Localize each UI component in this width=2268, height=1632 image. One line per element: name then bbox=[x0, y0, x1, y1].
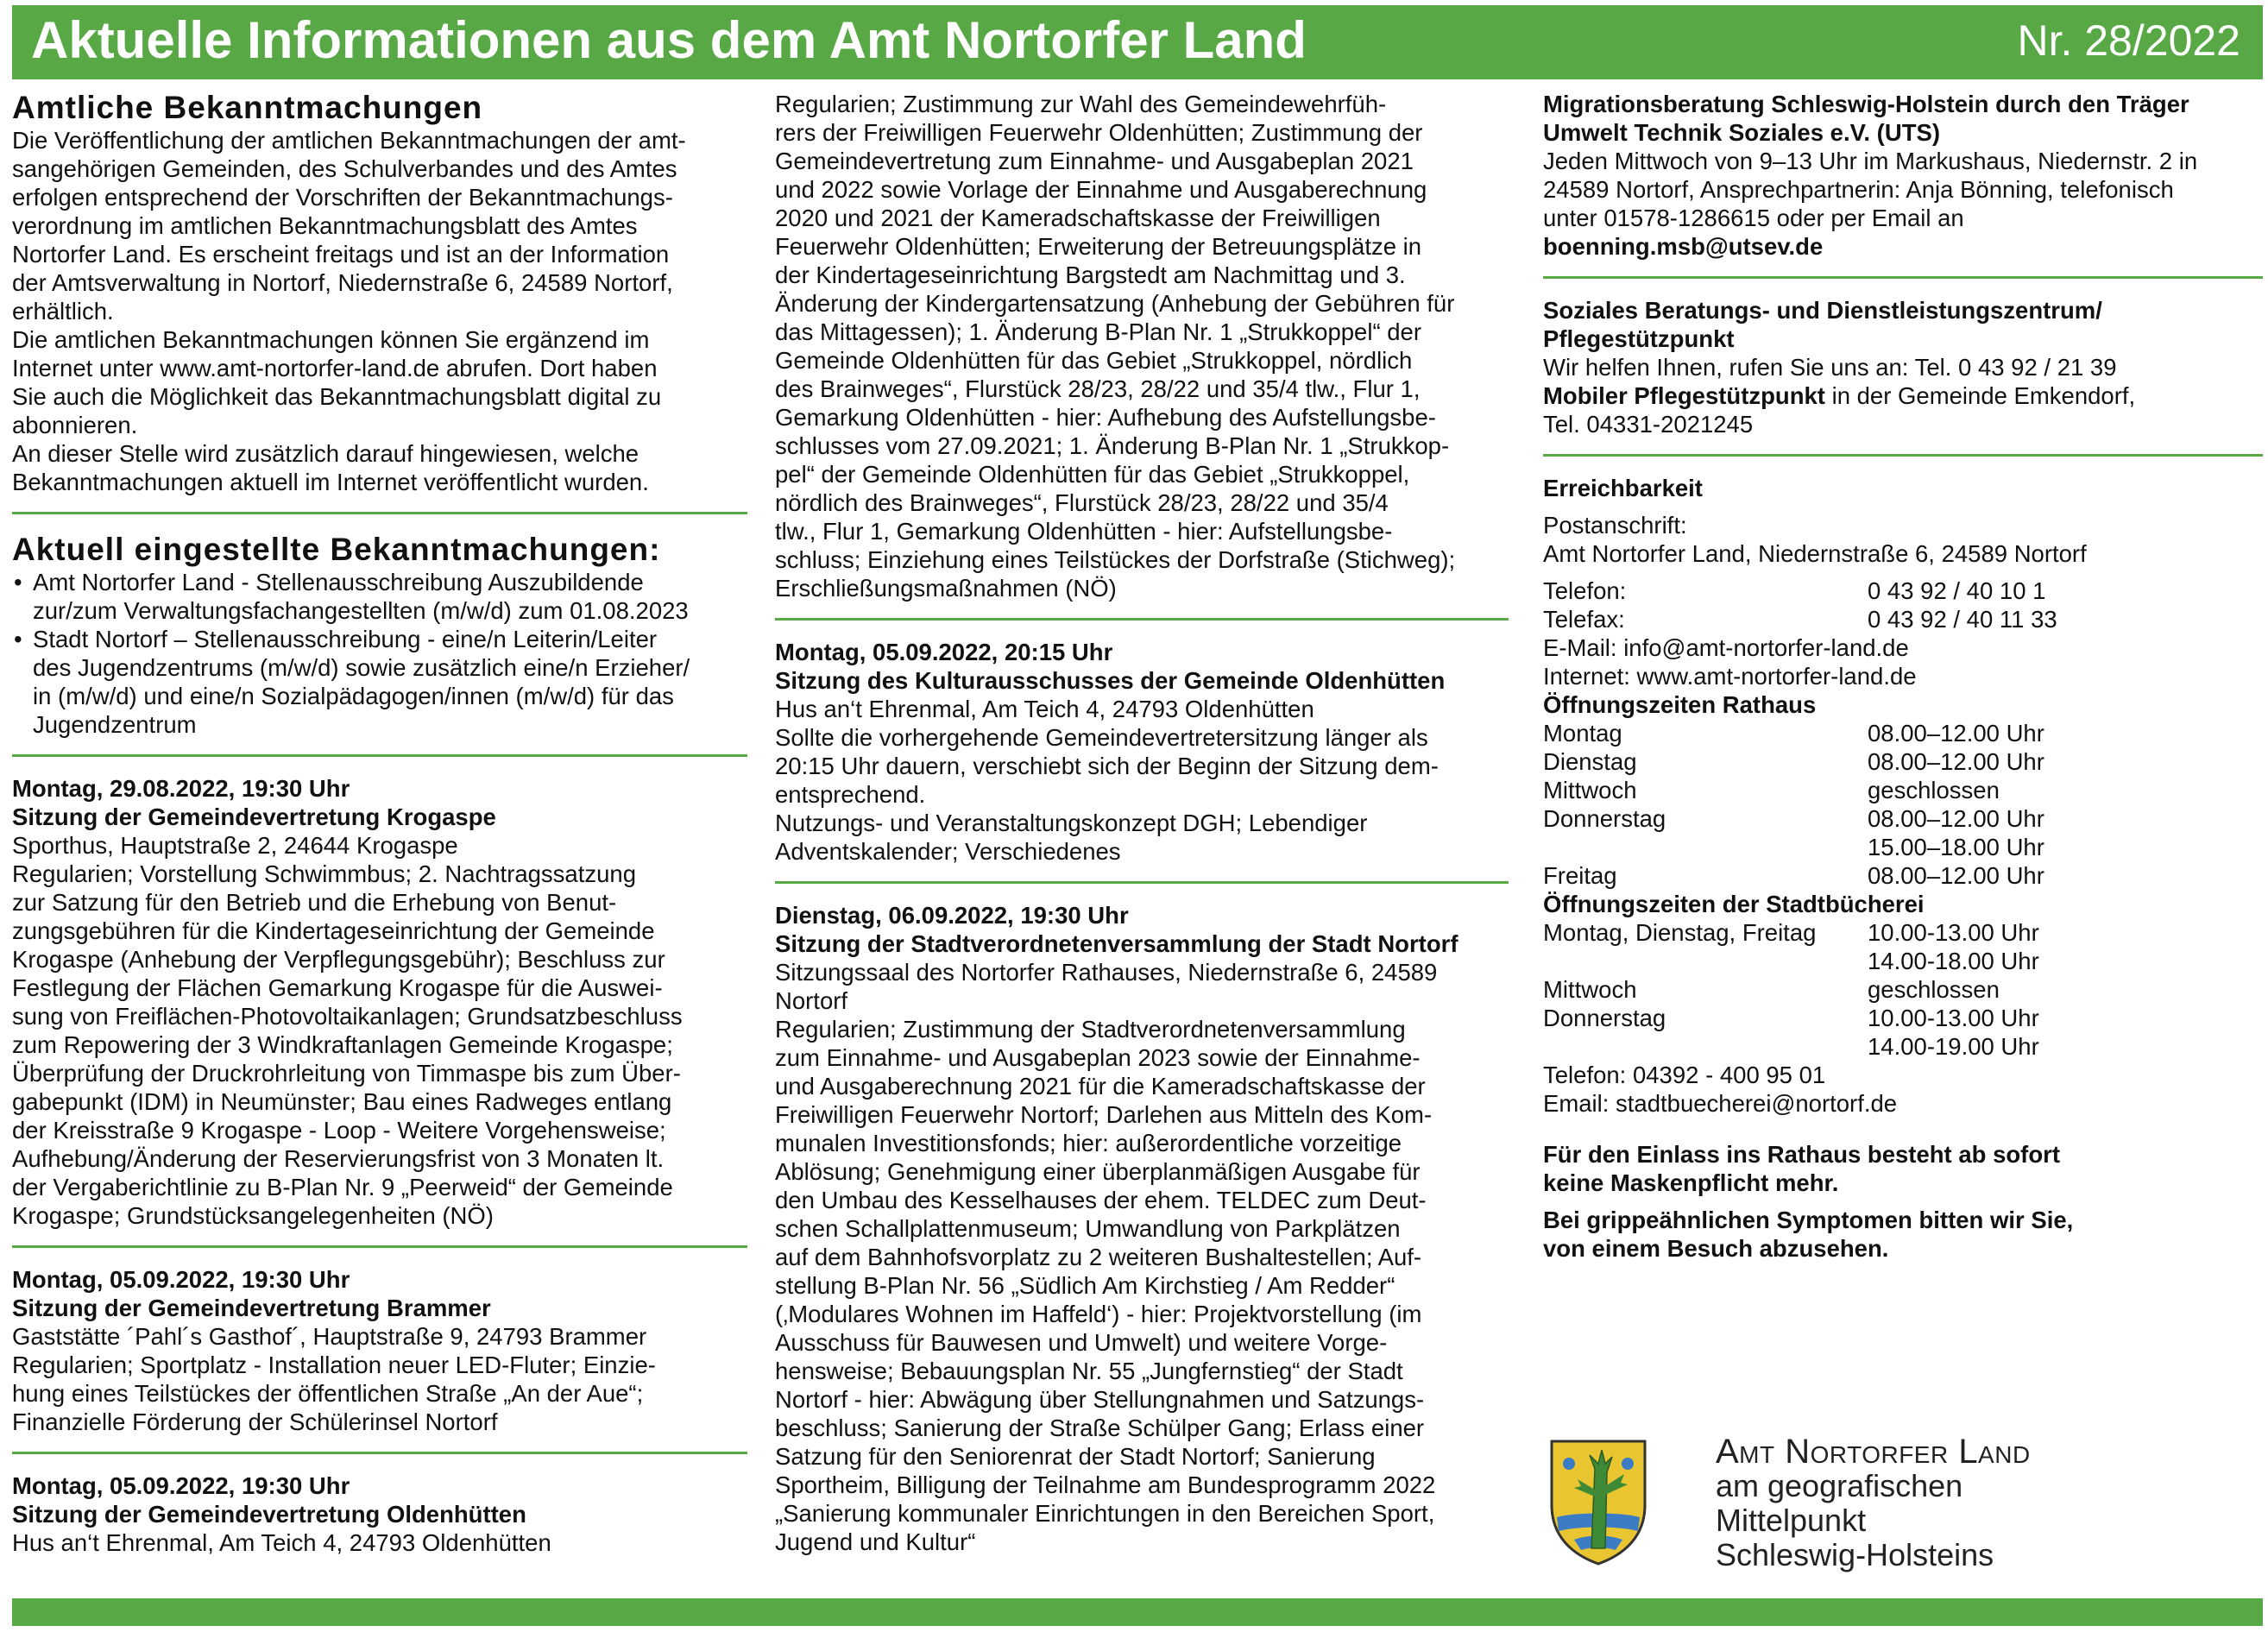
column-right bbox=[1543, 90, 2263, 1263]
meeting-title: Sitzung der Gemeindevertretung Krogaspe bbox=[12, 803, 496, 830]
text-line: den Umbau des Kesselhauses der ehem. TELDEC zum Deut- bbox=[775, 1187, 1427, 1213]
text-line: Freiwilligen Feuerwehr Nortorf; Darlehen aus Mitteln des Kom- bbox=[775, 1101, 1433, 1128]
text-line: (‚Modulares Wohnen im Haffeld‘) - hier: Projektvorstellung (im bbox=[775, 1301, 1422, 1327]
text-line: Sportheim, Billigung der Teilnahme am Bundesprogramm 2022 bbox=[775, 1471, 1436, 1498]
text-line: Wir helfen Ihnen, rufen Sie uns an: Tel. 0 43 92 / 21 39 bbox=[1543, 354, 2117, 381]
hours-row bbox=[1543, 918, 2263, 947]
logo-line: Schleswig-Holsteins bbox=[1716, 1537, 1994, 1572]
text-line: Internet unter www.amt-nortorfer-land.de abrufen. Dort haben bbox=[12, 355, 658, 381]
buecherei-hours-title: Öffnungszeiten der Stadtbücherei bbox=[1543, 891, 1925, 917]
text-line: pel“ der Gemeinde Oldenhütten für das Gebiet „Strukkoppel, bbox=[775, 461, 1410, 488]
text-line: zur Satzung für den Betrieb und die Erhebung von Benut- bbox=[12, 889, 617, 916]
logo-line: Mittelpunkt bbox=[1716, 1503, 1867, 1538]
day: Mittwoch bbox=[1543, 976, 1637, 1003]
list-item bbox=[12, 568, 747, 625]
text-line: Regularien; Vorstellung Schwimmbus; 2. Nachtragssatzung bbox=[12, 860, 637, 887]
text-line: Die amtlichen Bekanntmachungen können Sie ergänzend im bbox=[12, 326, 650, 353]
text-line: gabepunkt (IDM) in Neumünster; Bau eines Radweges entlang bbox=[12, 1088, 672, 1115]
text-line: zungsgebühren für die Kindertageseinrichtung der Gemeinde bbox=[12, 917, 655, 944]
text-line: Sollte die vorhergehende Gemeindevertretersitzung länger als bbox=[775, 724, 1428, 751]
text-line: des Jugendzentrums (m/w/d) sowie zusätzlich eine/n Erzieher/ bbox=[33, 654, 690, 681]
day: Montag, Dienstag, Freitag bbox=[1543, 919, 1817, 946]
text-line: hung eines Teilstückes der öffentlichen Straße „An der Aue“; bbox=[12, 1380, 644, 1407]
sozial-section bbox=[1543, 296, 2263, 438]
migration-section bbox=[1543, 90, 2263, 261]
contact-row bbox=[1543, 605, 2263, 633]
text-line: Ablösung; Genehmigung einer überplanmäßigen Ausgabe für bbox=[775, 1158, 1421, 1185]
column-left bbox=[12, 90, 747, 1557]
text-line: keine Maskenpflicht mehr. bbox=[1543, 1169, 1839, 1196]
text-line: Tel. 04331-2021245 bbox=[1543, 411, 1754, 438]
text-line: Feuerwehr Oldenhütten; Erweiterung der Betreuungsplätze in bbox=[775, 233, 1422, 260]
text-line: der Kindertageseinrichtung Bargstedt am Nachmittag und 3. bbox=[775, 261, 1406, 288]
meeting-title: Sitzung der Gemeindevertretung Oldenhütten bbox=[12, 1501, 526, 1528]
text-line: Ausschuss für Bauwesen und Umwelt) und weitere Vorge- bbox=[775, 1329, 1388, 1356]
meeting-title: Sitzung der Stadtverordnetenversammlung der Stadt Nortorf bbox=[775, 930, 1458, 957]
text-line: auf dem Bahnhofsvorplatz zu 2 weiteren Bushaltestellen; Auf- bbox=[775, 1244, 1422, 1270]
email-line[interactable]: E-Mail: info@amt-nortorfer-land.de bbox=[1543, 634, 1909, 661]
section-title: Soziales Beratungs- und Dienstleistungszentrum/ bbox=[1543, 297, 2102, 324]
text-line: Nortorfer Land. Es erscheint freitags und ist an der Information bbox=[12, 241, 670, 268]
text-line: Sitzungssaal des Nortorfer Rathauses, Niedernstraße 6, 24589 bbox=[775, 959, 1438, 986]
meeting-oldenhuetten bbox=[12, 1471, 747, 1557]
footer-bar bbox=[12, 1598, 2263, 1626]
time: geschlossen bbox=[1868, 777, 2000, 803]
day bbox=[1543, 833, 1868, 861]
text-line: Amt Nortorfer Land, Niedernstraße 6, 24589 Nortorf bbox=[1543, 540, 2087, 567]
text-line: Aufhebung/Änderung der Reservierungsfrist von 3 Monaten lt. bbox=[12, 1145, 665, 1172]
time: 08.00–12.00 Uhr bbox=[1868, 720, 2044, 747]
text-line: Satzung für den Seniorenrat der Stadt Nortorf; Sanierung bbox=[775, 1443, 1376, 1470]
day: Dienstag bbox=[1543, 748, 1637, 775]
text-line: Erschließungsmaßnahmen (NÖ) bbox=[775, 575, 1117, 602]
day: Mittwoch bbox=[1543, 777, 1637, 803]
hours-row bbox=[1543, 947, 2263, 975]
divider bbox=[12, 1452, 747, 1454]
text-line bbox=[1543, 381, 2263, 410]
text-line: schlusses vom 27.09.2021; 1. Änderung B-Plan Nr. 1 „Strukkop- bbox=[775, 432, 1450, 459]
text-line: Krogaspe (Anhebung der Verpflegungsgebühr); Beschluss zur bbox=[12, 946, 665, 973]
divider bbox=[1543, 276, 2263, 279]
meeting-title: Sitzung des Kulturausschusses der Gemeinde Oldenhütten bbox=[775, 667, 1446, 694]
text-line: An dieser Stelle wird zusätzlich darauf hingewiesen, welche bbox=[12, 440, 639, 467]
text-line: erfolgen entsprechend der Vorschriften der Bekanntmachungs- bbox=[12, 184, 673, 211]
text-line: munalen Investitionsfonds; hier: außerordentliche vorzeitige bbox=[775, 1130, 1402, 1156]
list-item bbox=[12, 625, 747, 739]
divider bbox=[12, 1245, 747, 1248]
text-line: der Amtsverwaltung in Nortorf, Niedernstraße 6, 24589 Nortorf, bbox=[12, 269, 673, 296]
amtliche-text bbox=[12, 126, 747, 496]
hours-row bbox=[1543, 1004, 2263, 1032]
text-line: Nortorf bbox=[775, 987, 848, 1014]
hours-row bbox=[1543, 1032, 2263, 1061]
day bbox=[1543, 1032, 1868, 1061]
time: 14.00-18.00 Uhr bbox=[1868, 948, 2039, 974]
divider bbox=[12, 754, 747, 757]
time: 10.00-13.00 Uhr bbox=[1868, 1005, 2039, 1031]
symptom-notice bbox=[1543, 1206, 2263, 1263]
divider bbox=[775, 881, 1509, 884]
day: Freitag bbox=[1543, 862, 1617, 889]
hours-row bbox=[1543, 719, 2263, 747]
text-line: sung von Freiflächen-Photovoltaikanlagen; Grundsatzbeschluss bbox=[12, 1003, 683, 1030]
text-line: Regularien; Sportplatz - Installation neuer LED-Fluter; Einzie- bbox=[12, 1352, 656, 1378]
text-line: Hus an‘t Ehrenmal, Am Teich 4, 24793 Oldenhütten bbox=[775, 696, 1314, 722]
section-title: Erreichbarkeit bbox=[1543, 475, 1703, 501]
meeting-date: Montag, 29.08.2022, 19:30 Uhr bbox=[12, 775, 350, 802]
section-heading-aktuell: Aktuell eingestellte Bekanntmachungen: bbox=[12, 532, 661, 567]
text-line: hensweise; Bebauungsplan Nr. 55 „Jungfernstieg“ der Stadt bbox=[775, 1358, 1403, 1384]
text-line: verordnung im amtlichen Bekanntmachungsblatt des Amtes bbox=[12, 212, 638, 239]
text-line: von einem Besuch abzusehen. bbox=[1543, 1235, 1889, 1262]
time: 08.00–12.00 Uhr bbox=[1868, 748, 2044, 775]
text-line: • Amt Nortorfer Land - Stellenausschreibung Auszubildende bbox=[33, 569, 644, 595]
time: 08.00–12.00 Uhr bbox=[1868, 862, 2044, 889]
day bbox=[1543, 947, 1868, 975]
text-line: Sie auch die Möglichkeit das Bekanntmachungsblatt digital zu bbox=[12, 383, 662, 410]
time: 15.00–18.00 Uhr bbox=[1868, 834, 2044, 860]
text-line: Jugend und Kultur“ bbox=[775, 1528, 976, 1555]
text-line: Sporthus, Hauptstraße 2, 24644 Krogaspe bbox=[12, 832, 458, 859]
label: Telefon: bbox=[1543, 577, 1627, 604]
section-title: Migrationsberatung Schleswig-Holstein durch den Träger bbox=[1543, 91, 2189, 117]
text-line: der Kreisstraße 9 Krogaspe - Loop - Weitere Vorgehensweise; bbox=[12, 1117, 666, 1144]
text-line: zum Repowering der 3 Windkraftanlagen Gemeinde Krogaspe; bbox=[12, 1031, 673, 1058]
column-middle bbox=[775, 90, 1509, 1556]
issue-number: Nr. 28/2022 bbox=[2017, 16, 2240, 65]
email-link[interactable]: boenning.msb@utsev.de bbox=[1543, 233, 1824, 260]
text-line: stellung B-Plan Nr. 56 „Südlich Am Kirchstieg / Am Redder“ bbox=[775, 1272, 1395, 1299]
value: 0 43 92 / 40 11 33 bbox=[1868, 606, 2057, 633]
mobil-text: in der Gemeinde Emkendorf, bbox=[1824, 382, 2136, 409]
text-line: 2020 und 2021 der Kameradschaftskasse der Freiwilligen bbox=[775, 205, 1381, 231]
text-line: Nortorf - hier: Abwägung über Stellungnahmen und Satzungs- bbox=[775, 1386, 1425, 1413]
meeting-brammer bbox=[12, 1265, 747, 1436]
text-line: und 2022 sowie Vorlage der Einnahme und Ausgaberechnung bbox=[775, 176, 1427, 203]
header-bar bbox=[12, 5, 2263, 79]
text-line: der Vergaberichtlinie zu B-Plan Nr. 9 „Peerweid“ der Gemeinde bbox=[12, 1174, 673, 1200]
hours-row bbox=[1543, 833, 2263, 861]
text-line: Regularien; Zustimmung der Stadtverordnetenversammlung bbox=[775, 1016, 1406, 1043]
hours-row bbox=[1543, 861, 2263, 890]
text-line: unter 01578-1286615 oder per Email an bbox=[1543, 205, 1964, 231]
text-line: und Ausgaberechnung 2021 für die Kameradschaftskasse der bbox=[775, 1073, 1426, 1100]
text-line: in (m/w/d) und eine/n Sozialpädagogen/innen (m/w/d) für das bbox=[33, 683, 674, 709]
text-line: des Brainweges“, Flurstück 28/23, 28/22 und 35/4 tlw., Flur 1, bbox=[775, 375, 1421, 402]
coat-of-arms-icon bbox=[1548, 1438, 1648, 1566]
text-line: Gemeindevertretung zum Einnahme- und Ausgabeplan 2021 bbox=[775, 148, 1414, 174]
text-line: zur/zum Verwaltungsfachangestellten (m/w/d) zum 01.08.2023 bbox=[33, 597, 689, 624]
page-title: Aktuelle Informationen aus dem Amt Nortorfer Land bbox=[31, 11, 1307, 69]
time: geschlossen bbox=[1868, 976, 2000, 1003]
text-line: Bekanntmachungen aktuell im Internet veröffentlicht wurden. bbox=[12, 469, 649, 495]
text-line: rers der Freiwilligen Feuerwehr Oldenhütten; Zustimmung der bbox=[775, 119, 1423, 146]
day: Donnerstag bbox=[1543, 1005, 1666, 1031]
text-line: Krogaspe; Grundstücksangelegenheiten (NÖ) bbox=[12, 1202, 494, 1229]
text-line: das Mittagessen); 1. Änderung B-Plan Nr. 1 „Strukkoppel“ der bbox=[775, 318, 1421, 345]
text-line: Gemarkung Oldenhütten - hier: Aufhebung des Aufstellungsbe- bbox=[775, 404, 1436, 431]
text-line: Änderung der Kindergartensatzung (Anhebung der Gebühren für bbox=[775, 290, 1455, 317]
label: Telefax: bbox=[1543, 606, 1625, 633]
logo-text bbox=[1716, 1434, 2031, 1572]
erreichbarkeit-section bbox=[1543, 474, 2263, 1118]
text-line: Adventskalender; Verschiedenes bbox=[775, 838, 1121, 865]
logo-line: am geografischen bbox=[1716, 1468, 1963, 1503]
text-line: Jeden Mittwoch von 9–13 Uhr im Markushaus, Niedernstr. 2 in bbox=[1543, 148, 2198, 174]
text-line: abonnieren. bbox=[12, 412, 138, 438]
text-line: 20:15 Uhr dauern, verschiebt sich der Beginn der Sitzung dem- bbox=[775, 753, 1439, 779]
text-line: Gemeinde Oldenhütten für das Gebiet „Strukkoppel, nördlich bbox=[775, 347, 1413, 374]
text-line: 24589 Nortorf, Ansprechpartnerin: Anja Bönning, telefonisch bbox=[1543, 176, 2174, 203]
text-line: nördlich des Brainweges“, Flurstück 28/23, 28/22 und 35/4 bbox=[775, 489, 1389, 516]
day: Montag bbox=[1543, 720, 1622, 747]
text-line: Für den Einlass ins Rathaus besteht ab sofort bbox=[1543, 1141, 2060, 1168]
text-line: Postanschrift: bbox=[1543, 512, 1687, 539]
text-line: beschluss; Sanierung der Straße Schülper Gang; Erlass einer bbox=[775, 1415, 1425, 1441]
internet-line[interactable]: Internet: www.amt-nortorfer-land.de bbox=[1543, 663, 1917, 690]
meeting-date: Montag, 05.09.2022, 19:30 Uhr bbox=[12, 1472, 350, 1499]
divider bbox=[1543, 454, 2263, 457]
text-line: zum Einnahme- und Ausgabeplan 2023 sowie der Einnahme- bbox=[775, 1044, 1421, 1071]
hours-row bbox=[1543, 747, 2263, 776]
meeting-title: Sitzung der Gemeindevertretung Brammer bbox=[12, 1295, 491, 1321]
contact-row bbox=[1543, 577, 2263, 605]
buecherei-email[interactable]: Email: stadtbuecherei@nortorf.de bbox=[1543, 1090, 1898, 1117]
meeting-oldenhuetten-continued bbox=[775, 90, 1509, 602]
text-line: schluss; Einziehung eines Teilstückes der Dorfstraße (Stichweg); bbox=[775, 546, 1456, 573]
text-line: Festlegung der Flächen Gemarkung Krogaspe für die Auswei- bbox=[12, 974, 663, 1001]
divider bbox=[775, 618, 1509, 621]
mobil-label: Mobiler Pflegestützpunkt bbox=[1543, 382, 1825, 409]
buecherei-phone: Telefon: 04392 - 400 95 01 bbox=[1543, 1062, 1826, 1088]
time: 14.00-19.00 Uhr bbox=[1868, 1033, 2039, 1060]
meeting-krogaspe bbox=[12, 774, 747, 1230]
text-line: Die Veröffentlichung der amtlichen Bekanntmachungen der amt- bbox=[12, 127, 686, 154]
text-line: Bei grippeähnlichen Symptomen bitten wir Sie, bbox=[1543, 1207, 2074, 1233]
section-title: Pflegestützpunkt bbox=[1543, 325, 1735, 352]
meeting-date: Dienstag, 06.09.2022, 19:30 Uhr bbox=[775, 902, 1129, 929]
text-line: • Stadt Nortorf – Stellenausschreibung - eine/n Leiterin/Leiter bbox=[33, 626, 658, 652]
meeting-date: Montag, 05.09.2022, 20:15 Uhr bbox=[775, 639, 1113, 665]
hours-row bbox=[1543, 776, 2263, 804]
meeting-stadtverordnete bbox=[775, 901, 1509, 1556]
mask-notice bbox=[1543, 1140, 2263, 1197]
section-title: Umwelt Technik Soziales e.V. (UTS) bbox=[1543, 119, 1940, 146]
text-line: Überprüfung der Druckrohrleitung von Timmaspe bis zum Über- bbox=[12, 1060, 681, 1087]
text-line: erhältlich. bbox=[12, 298, 114, 325]
aktuell-list bbox=[12, 568, 747, 739]
hours-row bbox=[1543, 804, 2263, 833]
text-line: tlw., Flur 1, Gemarkung Oldenhütten - hier: Aufstellungsbe- bbox=[775, 518, 1393, 545]
time: 10.00-13.00 Uhr bbox=[1868, 919, 2039, 946]
text-line: Regularien; Zustimmung zur Wahl des Gemeindewehrfüh- bbox=[775, 91, 1387, 117]
meeting-date: Montag, 05.09.2022, 19:30 Uhr bbox=[12, 1266, 350, 1293]
section-heading-amtliche: Amtliche Bekanntmachungen bbox=[12, 90, 483, 125]
text-line: „Sanierung kommunaler Einrichtungen in den Bereichen Sport, bbox=[775, 1500, 1435, 1527]
text-line: entsprechend. bbox=[775, 781, 926, 808]
text-line: Jugendzentrum bbox=[33, 711, 197, 738]
day: Donnerstag bbox=[1543, 805, 1666, 832]
text-line: Hus an‘t Ehrenmal, Am Teich 4, 24793 Oldenhütten bbox=[12, 1529, 551, 1556]
amt-logo bbox=[1547, 1434, 2263, 1581]
value: 0 43 92 / 40 10 1 bbox=[1868, 577, 2046, 604]
text-line: Gaststätte ´Pahl´s Gasthof´, Hauptstraße 9, 24793 Brammer bbox=[12, 1323, 647, 1350]
hours-row bbox=[1543, 975, 2263, 1004]
text-line: Finanzielle Förderung der Schülerinsel Nortorf bbox=[12, 1408, 498, 1435]
divider bbox=[12, 512, 747, 514]
time: 08.00–12.00 Uhr bbox=[1868, 805, 2044, 832]
text-line: Nutzungs- und Veranstaltungskonzept DGH; Lebendiger bbox=[775, 810, 1368, 836]
rathaus-hours-title: Öffnungszeiten Rathaus bbox=[1543, 691, 1817, 718]
meeting-kulturausschuss bbox=[775, 638, 1509, 866]
text-line: sangehörigen Gemeinden, des Schulverbandes und des Amtes bbox=[12, 155, 677, 182]
text-line: schen Schallplattenmuseum; Umwandlung von Parkplätzen bbox=[775, 1215, 1401, 1242]
logo-org: Amt Nortorfer Land bbox=[1716, 1433, 2031, 1471]
